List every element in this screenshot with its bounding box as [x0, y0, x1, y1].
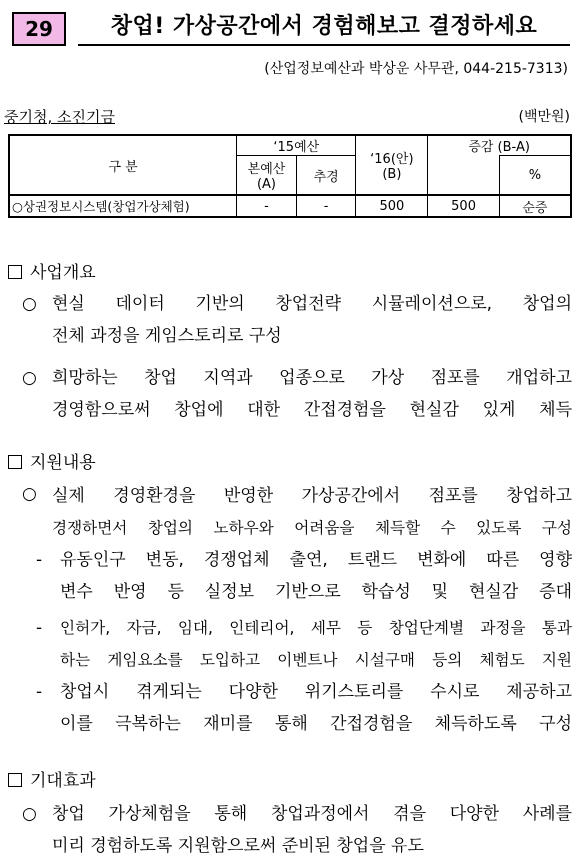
organization-label: 중기청, 소진기금: [4, 108, 115, 126]
section-number: 29: [12, 12, 66, 46]
cell-pct: 순증: [499, 195, 571, 217]
header-fy15: ‘15예산: [237, 135, 356, 156]
header-original: 본예산 (A): [237, 156, 297, 196]
square-box-icon: [8, 455, 22, 469]
square-box-icon: [8, 773, 22, 787]
support-sub-1: 유동인구 변동, 경쟁업체 출연, 트랜드 변화에 따른 영향 변수 반영 등 실정보 기반으로 학습성 및 현실감 증대: [60, 550, 572, 602]
cell-original: -: [237, 195, 297, 217]
dash-bullet-icon: -: [36, 618, 43, 638]
support-main: 실제 경영환경을 반영한 가상공간에서 점포를 창업하고 경쟁하면서 창업의 노하우와 어려움을 체득할 수 있도록 구성: [52, 486, 572, 537]
support-sub-3: 창업시 겪게되는 다양한 위기스토리를 수시로 제공하고 이를 극복하는 재미를 통해 간접경험을 체득하도록 구성: [60, 682, 572, 734]
header-fy16: ‘16(안) (B): [356, 135, 428, 195]
dash-bullet-icon: -: [36, 550, 43, 570]
contact-info: (산업정보예산과 박상운 사무관, 044-215-7313): [264, 61, 568, 77]
cell-change: 500: [428, 195, 500, 217]
header-category: 구 분: [9, 135, 237, 195]
overview-item-2: 희망하는 창업 지역과 업종으로 가상 점포를 개업하고 경영함으로써 창업에 대한 간접경험을 현실감 있게 체득: [52, 368, 572, 420]
section-heading-support: 지원내용: [8, 448, 96, 473]
dash-bullet-icon: -: [36, 682, 43, 702]
cell-supplementary: -: [296, 195, 356, 217]
cell-fy16: 500: [356, 195, 428, 217]
table-row: [9, 195, 571, 217]
unit-label: (백만원): [518, 109, 570, 125]
page-title: 창업! 가상공간에서 경험해보고 결정하세요: [78, 10, 570, 46]
circle-bullet-icon: ○: [22, 484, 37, 504]
budget-table: [8, 134, 572, 218]
circle-bullet-icon: ○: [22, 804, 37, 824]
support-sub-2: 인허가, 자금, 임대, 인테리어, 세무 등 창업단계별 과정을 통과 하는 게임요소를 도입하고 이벤트나 시설구매 등의 체험도 지원: [60, 619, 572, 669]
section-heading-effect: 기대효과: [8, 766, 96, 791]
header-change: 증감 (B-A): [428, 135, 571, 156]
section-heading-overview: 사업개요: [8, 258, 96, 283]
header-pct: %: [499, 156, 571, 196]
effect-item-1: 창업 가상체험을 통해 창업과정에서 겪을 다양한 사례를 미리 경험하도록 지원함으로써 준비된 창업을 유도: [52, 804, 572, 856]
square-box-icon: [8, 265, 22, 279]
circle-bullet-icon: ○: [22, 368, 37, 388]
cell-item: ○상권정보시스템(창업가상체험): [9, 195, 237, 217]
header-change-amount: [428, 156, 500, 196]
circle-bullet-icon: ○: [22, 294, 37, 314]
overview-item-1: 현실 데이터 기반의 창업전략 시뮬레이션으로, 창업의 전체 과정을 게임스토리로 구성: [52, 294, 572, 346]
header-supplementary: 추경: [296, 156, 356, 196]
